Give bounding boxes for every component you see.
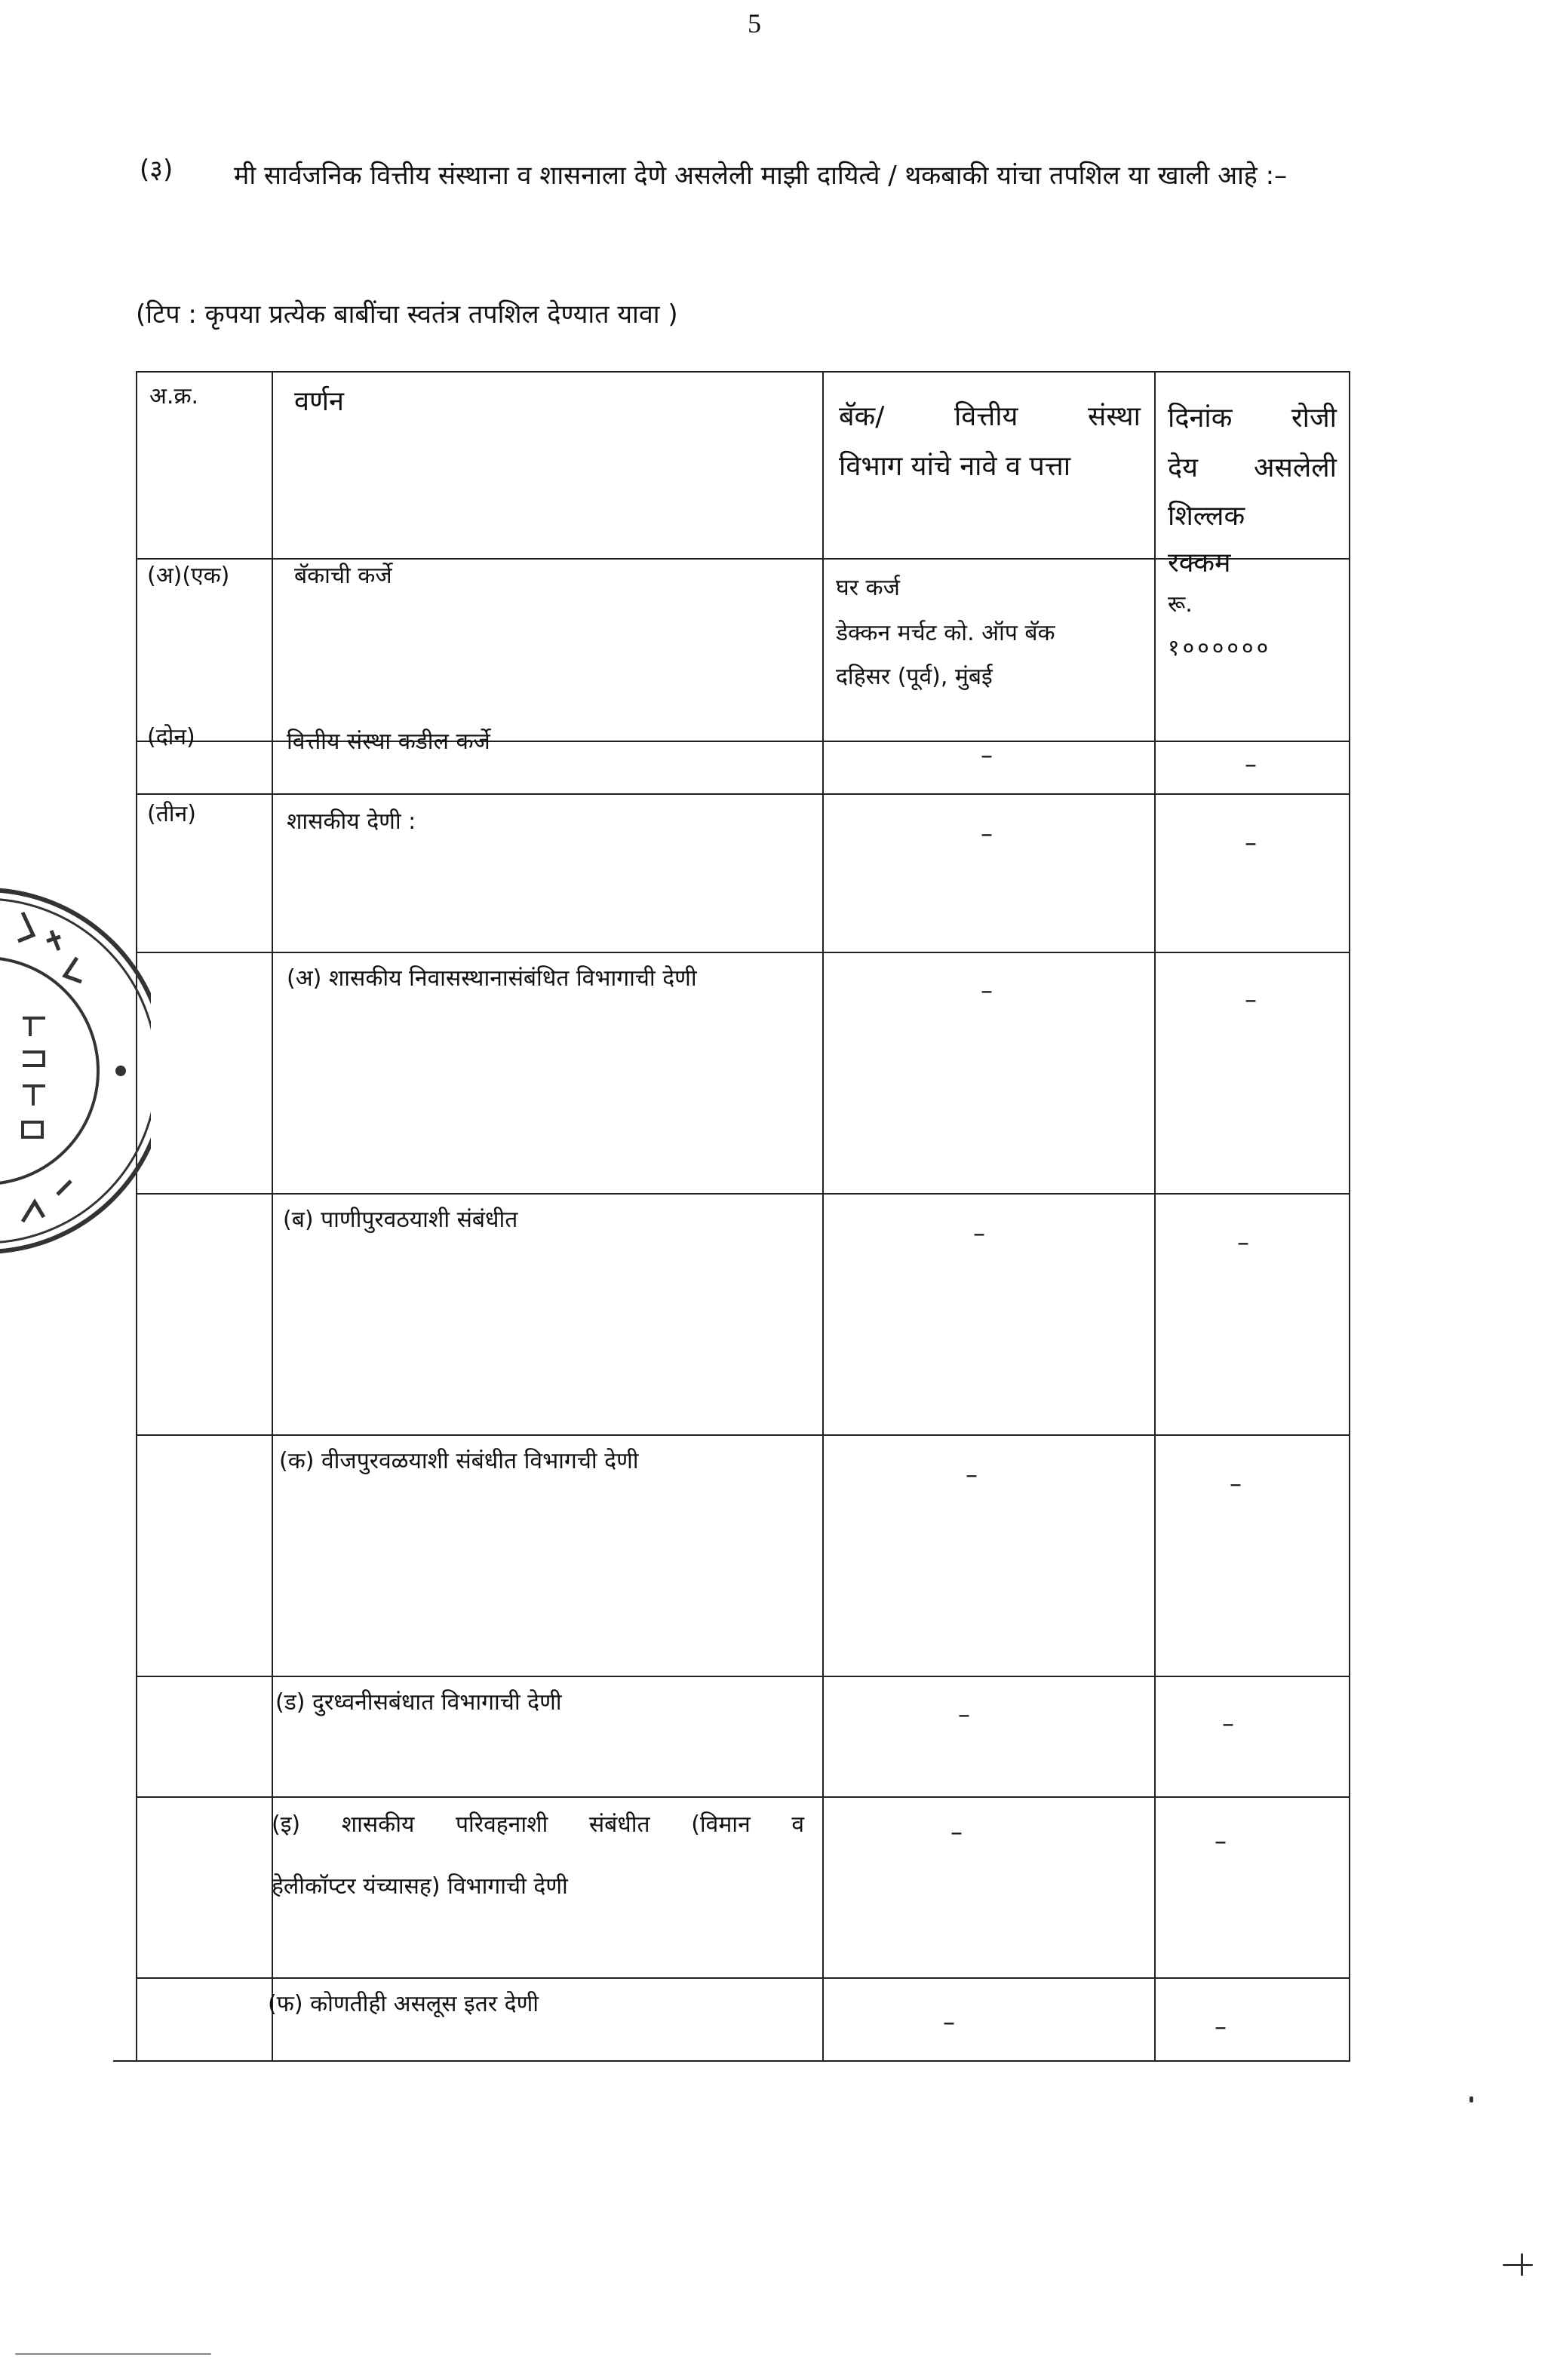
table-rule (136, 1676, 1350, 1677)
table-rule (822, 371, 824, 2060)
note: (टिप : कृपया प्रत्येक बाबींचा स्वतंत्र तपशिल देण्यात यावा ) (136, 299, 678, 330)
row-serial: (तीन) (147, 801, 196, 827)
row-bank: – (981, 976, 993, 1004)
row-bank: घर कर्ज (836, 575, 900, 601)
row-amount: – (1215, 2012, 1227, 2041)
row-description: (ब) पाणीपुरवठयाशी संबंधीत (283, 1207, 518, 1233)
row-description: (अ) शासकीय निवासस्थानासंबंधित विभागाची देणी (287, 965, 697, 992)
table-rule (136, 1977, 1350, 1979)
row-bank: – (981, 741, 993, 769)
row-description: बॅकाची कर्जे (294, 563, 392, 589)
table-rule-top (136, 371, 1350, 373)
speck-mark (1521, 2253, 1523, 2276)
row-amount: रू. (1168, 591, 1193, 618)
stamp-mark (0, 867, 151, 1274)
row-description: शासकीय देणी : (287, 808, 416, 835)
speck-mark (1503, 2264, 1533, 2266)
row-amount: – (1245, 828, 1257, 857)
row-description: हेलीकॉप्टर यंच्यासह) विभागाची देणी (272, 1873, 568, 1900)
header-serial: अ.क्र. (149, 383, 199, 409)
row-description: (फ) कोणतीही असलूस इतर देणी (268, 1991, 539, 2017)
row-bank: डेक्कन मर्चट को. ऑप बॅक (836, 620, 1055, 646)
header-bank: बॅक/ वित्तीय संस्था (839, 401, 1141, 432)
row-bank: – (958, 1700, 970, 1728)
row-bank: दहिसर (पूर्व), मुंबई (836, 664, 993, 690)
row-description: (ड) दुरध्वनीसबंधात विभागाची देणी (275, 1689, 562, 1716)
table-rule (136, 793, 1350, 795)
row-bank: – (966, 1460, 978, 1489)
header-bank-sub: विभाग यांचे नावे व पत्ता (839, 451, 1071, 482)
row-amount: – (1245, 985, 1257, 1014)
row-description: (क) वीजपुरवळयाशी संबंधीत विभागची देणी (279, 1448, 639, 1474)
row-amount: १०००००० (1168, 635, 1272, 661)
speck-mark (1469, 2096, 1473, 2102)
row-serial: (अ)(एक) (147, 563, 230, 589)
table-rule-bottom (113, 2060, 1350, 2062)
section-number: (३) (140, 155, 174, 185)
speck-mark (15, 2353, 211, 2355)
row-description: (इ) शासकीय परिवहनाशी संबंधीत (विमान व (272, 1811, 804, 1838)
row-bank: – (950, 1817, 963, 1846)
table-rule-right (1349, 371, 1350, 2060)
row-bank: – (981, 819, 993, 848)
row-amount: – (1237, 1228, 1249, 1256)
liabilities-table (113, 371, 1350, 2060)
row-bank: – (973, 1219, 985, 1247)
table-rule (136, 952, 1350, 953)
header-amount: दिनांक रोजी (1168, 403, 1337, 434)
header-amount-sub: शिल्लक (1168, 501, 1245, 532)
table-rule (1154, 371, 1156, 2060)
header-amount-sub: देय असलेली (1168, 452, 1337, 483)
table-rule (136, 1193, 1350, 1195)
table-rule (136, 1796, 1350, 1798)
header-description: वर्णन (294, 386, 345, 417)
page-number: 5 (748, 8, 761, 38)
header-amount-sub: रक्कम (1168, 547, 1231, 578)
row-description: वित्तीय संस्था कडील कर्जे (287, 728, 490, 755)
row-bank: – (943, 2007, 955, 2036)
table-rule (136, 1434, 1350, 1436)
row-amount: – (1230, 1469, 1242, 1498)
section-text: मी सार्वजनिक वित्तीय संस्थाना व शासनाला देणे असलेली माझी दायित्वे / थकबाकी यांचा तपशिल या खाली आहे :– (234, 161, 1288, 191)
row-amount: – (1215, 1826, 1227, 1855)
row-amount: – (1222, 1709, 1234, 1737)
row-amount: – (1245, 750, 1257, 778)
row-serial: (दोन) (147, 724, 195, 750)
